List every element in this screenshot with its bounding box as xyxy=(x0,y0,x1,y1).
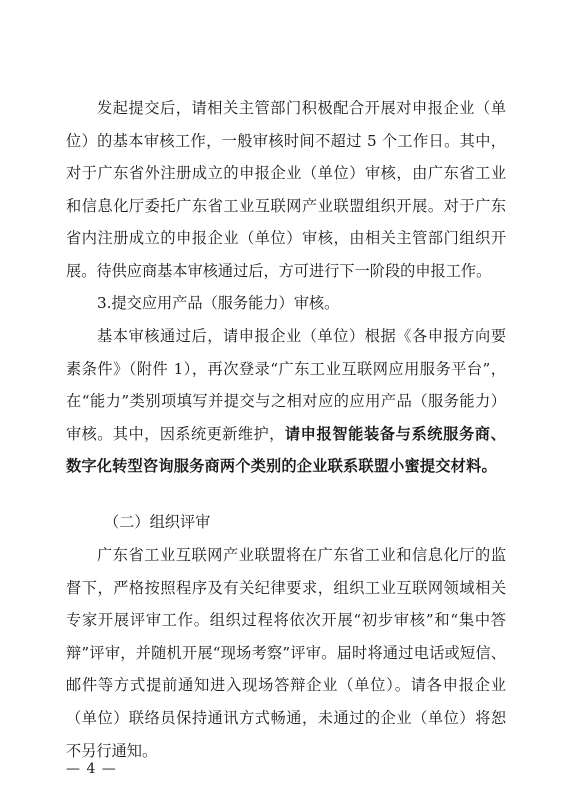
heading-submit-products: 3.提交应用产品（服务能力）审核。 xyxy=(97,294,340,312)
paragraph-evaluation: 广东省工业互联网产业联盟将在广东省工业和信息化厅的监督下，严格按照程序及有关纪律要求，组织工业互联网领域相关专家开展评审工作。组织过程将依次开展“初步审核”和“集中答辩”评审，并随机开展“现场考察”评审。届时将通过电话或短信、邮件等方式提前通知进入现场答辩企业（单位）。请各申报企业（单位）联络员保持通讯方式畅通，未通过的企业（单位）将恕不另行通知。 xyxy=(66,546,506,760)
page-number: — 4 — xyxy=(66,761,117,777)
product-review-text: 基本审核通过后，请申报企业（单位）根据《各申报方向要素条件》（附件 1），再次登录“广东工业互联网应用服务平台”，在“能力”类别项填写并提交与之相对应的应用产品（服务能力）审核。其中，因系统更新维护， xyxy=(66,327,506,443)
section-heading-evaluation: （二）组织评审 xyxy=(104,513,211,531)
paragraph-review-submission: 发起提交后，请相关主管部门积极配合开展对申报企业（单位）的基本审核工作，一般审核时间不超过 5 个工作日。其中，对于广东省外注册成立的申报企业（单位）审核，由广东省工业和信息化厅委托广东省工业互联网产业联盟组织开展。对于广东省内注册成立的申报企业（单位）审核，由相关主管部门组织开展。待供应商基本审核通过后，方可进行下一阶段的申报工作。 xyxy=(66,99,506,280)
product-review-bold-notice: 请申报智能装备与系统服务商、数字化转型咨询服务商两个类别的企业联系联盟小蜜提交材料。 xyxy=(66,424,507,476)
paragraph-product-review xyxy=(66,320,506,483)
